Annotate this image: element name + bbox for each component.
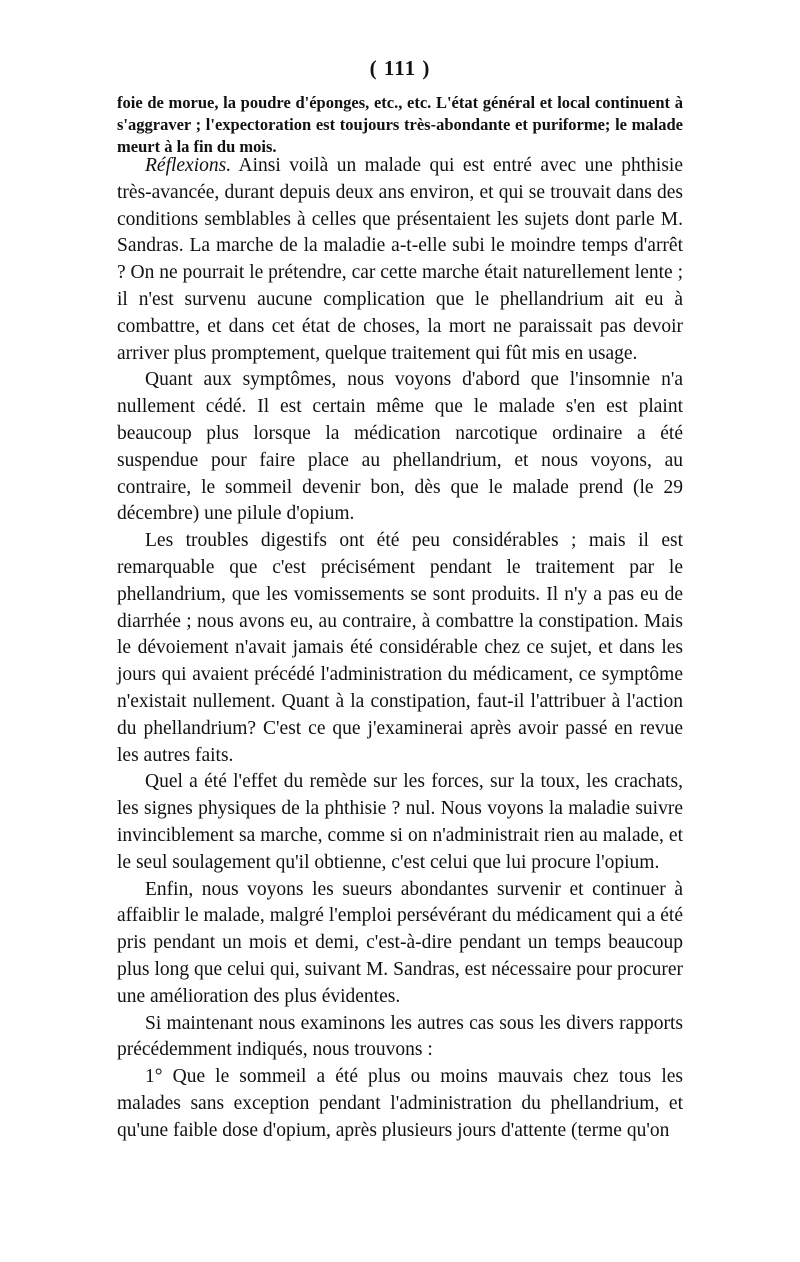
continuation-paragraph: [117, 92, 683, 158]
main-text: [117, 153, 683, 1144]
reflexions-label: Réflexions.: [145, 155, 232, 176]
paragraph-troubles-digestifs: Les troubles digestifs ont été peu considérables ; mais il est remarquable que c'est précisément pendant le traitement par le phellandrium, que les vomissements se sont produits. Il n'y a pas eu de diarrhée ; nous avons eu, au contraire, à combattre la constipation. Mais le dévoiement n'avait jamais été considérable chez ce sujet, et dans les jours qui avaient précédé l'administration du médicament, ce symptôme n'existait nullement. Quant à la constipation, faut-il l'attribuer à l'action du phellandrium? C'est ce que j'examinerai après avoir passé en revue les autres faits.: [117, 530, 683, 766]
paragraph-autres-cas: Si maintenant nous examinons les autres cas sous les divers rapports précédemment indiqués, nous trouvons :: [117, 1012, 683, 1061]
paragraph-effet-remede: Quel a été l'effet du remède sur les forces, sur la toux, les crachats, les signes physiques de la phthisie ? nul. Nous voyons la maladie suivre invinciblement sa marche, comme si on n'administrait rien au malade, et le seul soulagement qu'il obtienne, c'est celui que lui procure l'opium.: [117, 771, 683, 873]
reflexions-paragraph: [117, 153, 683, 367]
paragraph-symptomes: Quant aux symptômes, nous voyons d'abord que l'insomnie n'a nullement cédé. Il est certain même que le malade s'en est plaint beaucoup plus lorsque la médication narcotique ordinaire a été suspendue pour faire place au phellandrium, et nous voyons, au contraire, le sommeil devenir bon, dès que le malade prend (le 29 décembre) une pilule d'opium.: [117, 369, 683, 525]
reflexions-text: Ainsi voilà un malade qui est entré avec une phthisie très-avancée, durant depuis deux ans environ, et qui se trouvait dans des conditions semblables à celles que présentaient les sujets dont parle M. Sandras. La marche de la maladie a-t-elle subi le moindre temps d'arrêt ? On ne pourrait le prétendre, car cette marche était naturellement lente ; il n'est survenu aucune complication que le phellandrium ait eu à combattre, et dans cet état de choses, la mort ne paraissait pas devoir arriver plus promptement, quelque traitement qui fût mis en usage.: [117, 155, 683, 364]
paragraph-point-1: 1° Que le sommeil a été plus ou moins mauvais chez tous les malades sans exception pendant l'administration du phellandrium, et qu'une faible dose d'opium, après plusieurs jours d'attente (terme qu'on: [117, 1066, 683, 1141]
paragraph-sueurs: Enfin, nous voyons les sueurs abondantes survenir et continuer à affaiblir le malade, malgré l'emploi persévérant du médicament qui a été pris pendant un mois et demi, c'est-à-dire pendant un temps beaucoup plus long que celui qui, suivant M. Sandras, est nécessaire pour procurer une amélioration des plus évidentes.: [117, 878, 683, 1007]
continuation-text: foie de morue, la poudre d'éponges, etc., etc. L'état général et local continuent à s'aggraver ; l'expectoration est toujours très-abondante et puriforme; le malade meurt à la fin du mois.: [117, 93, 683, 156]
page-number: ( 111 ): [369, 56, 431, 80]
